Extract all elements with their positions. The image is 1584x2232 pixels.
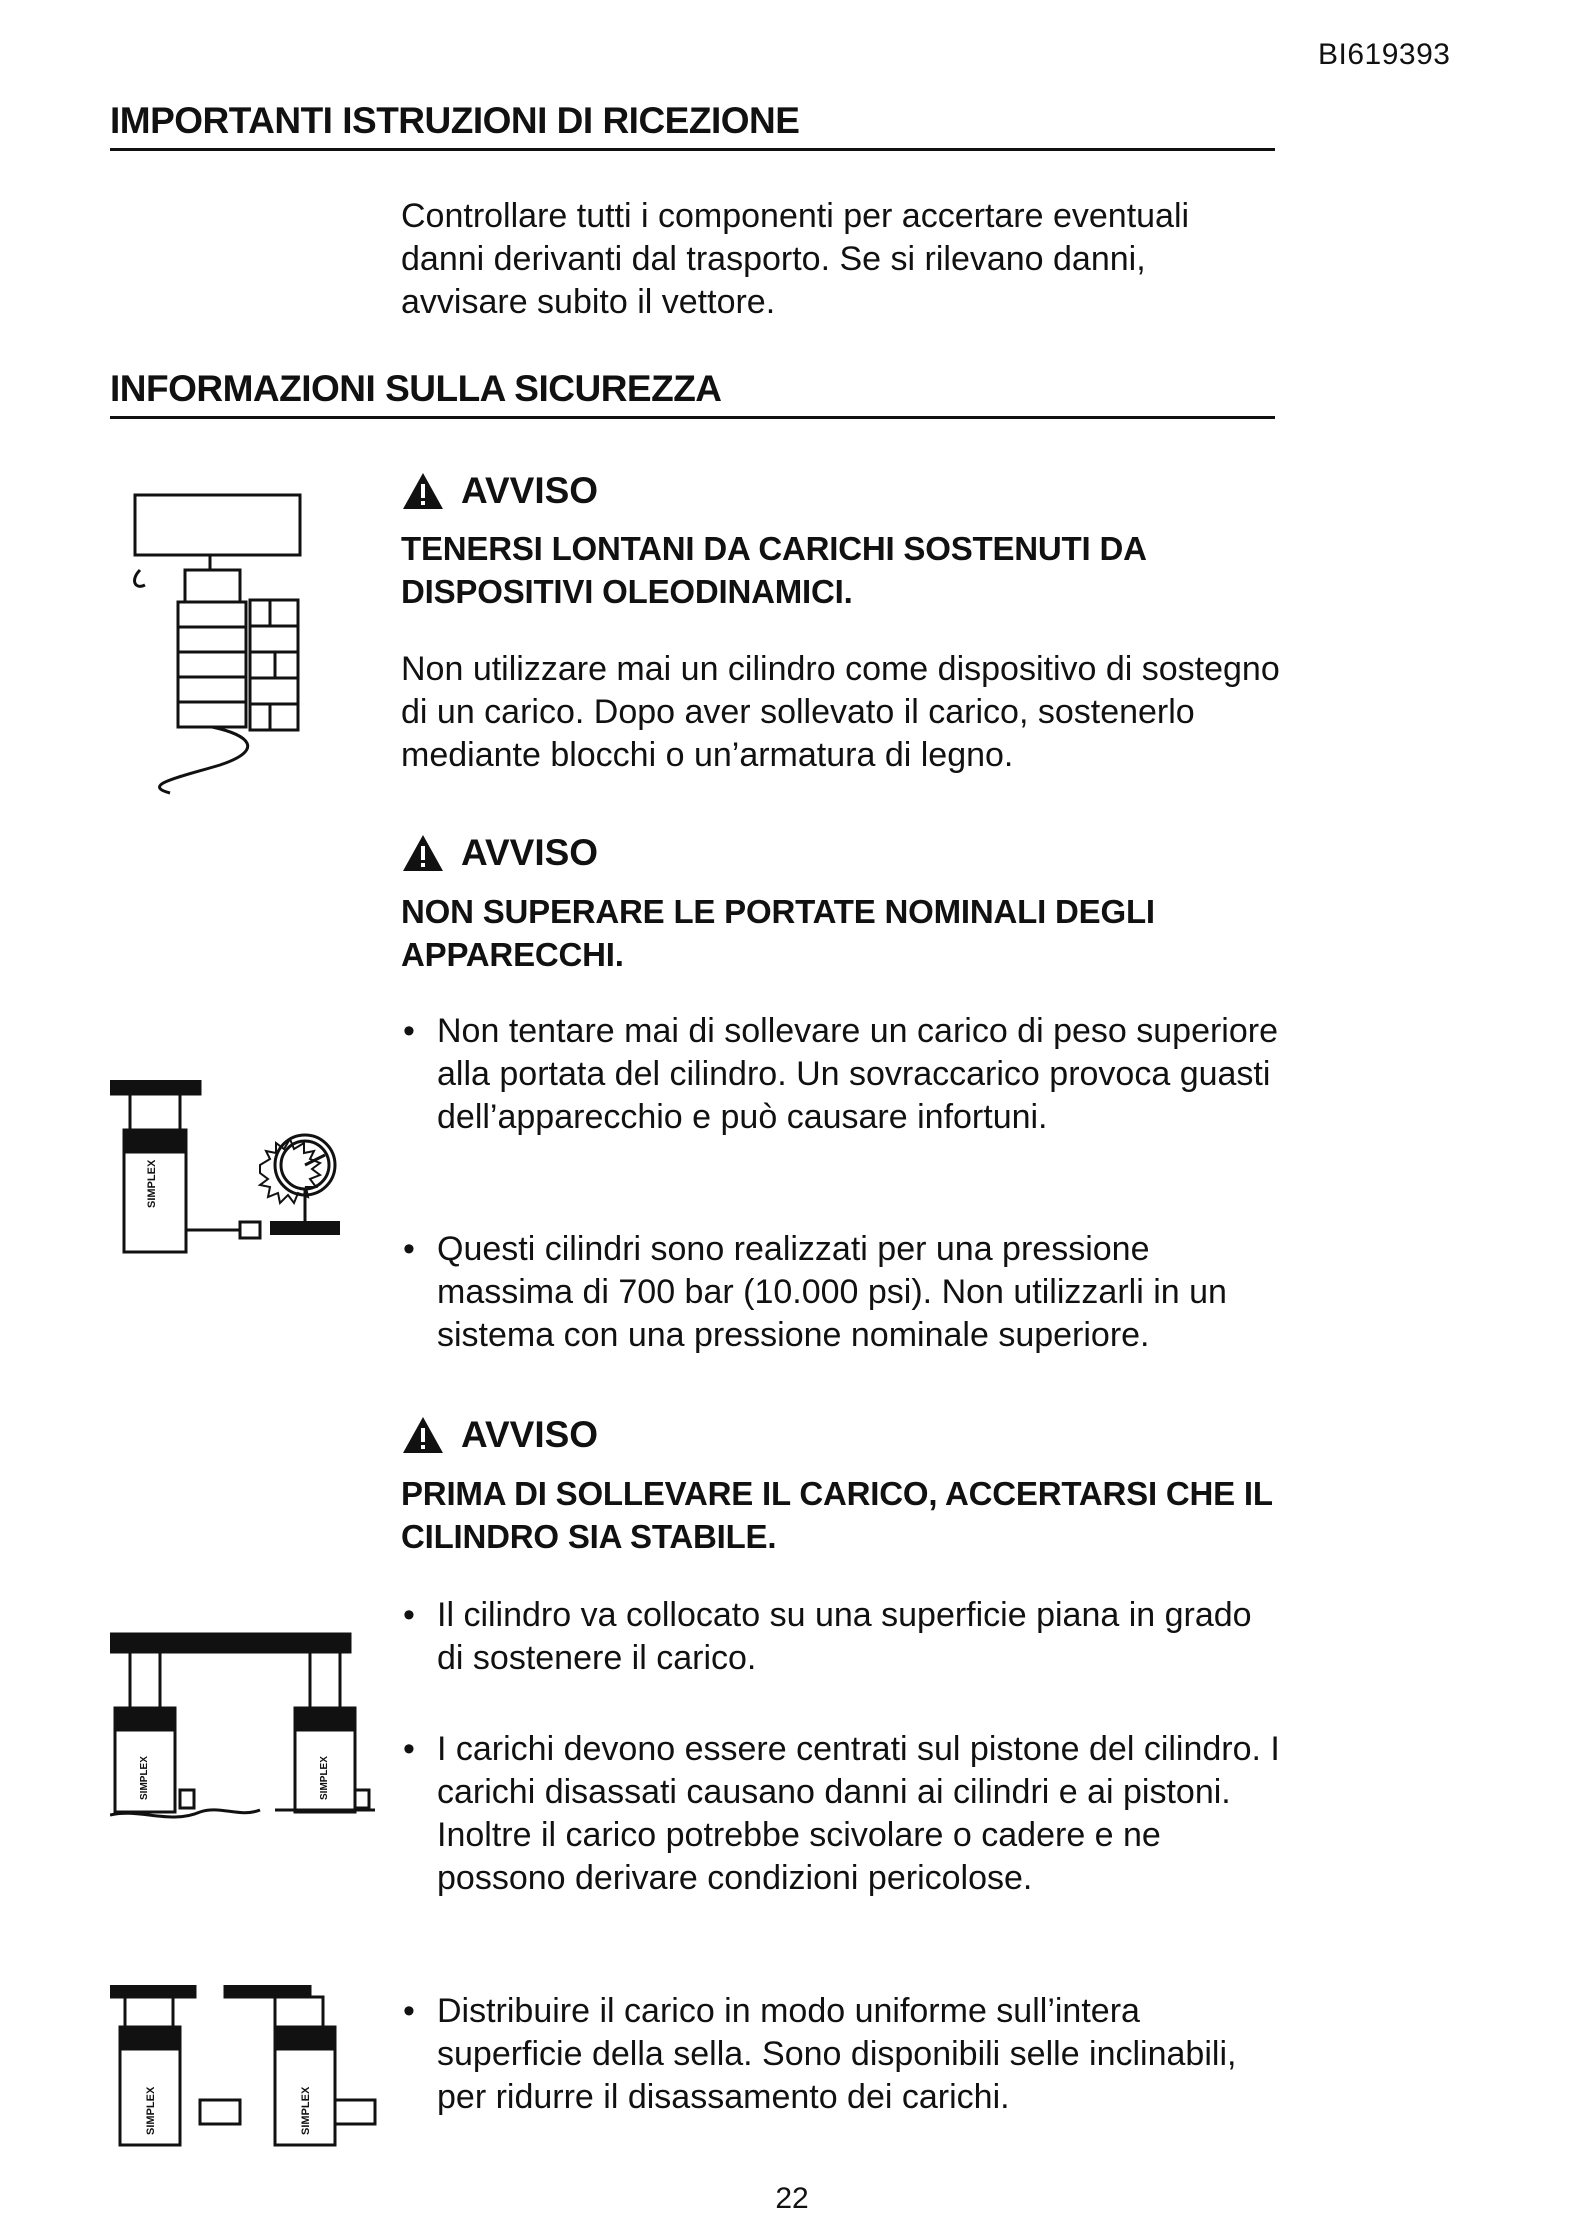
cylinder-overload-gauge-illustration	[110, 1080, 370, 1255]
cylinder-load-blocks-illustration	[120, 485, 320, 800]
receiving-instructions-heading: IMPORTANTI ISTRUZIONI DI RICEZIONE	[110, 100, 1275, 151]
cylinder-brand-label: SIMPLEX	[319, 1756, 330, 1800]
warning-3-subtitle: PRIMA DI SOLLEVARE IL CARICO, ACCERTARSI CHE IL CILINDRO SIA STABILE.	[401, 1475, 1273, 1555]
receiving-instructions-text: Controllare tutti i componenti per accertare eventuali danni derivanti dal trasporto. Se si rilevano danni, avvisare subito il vettore.	[401, 197, 1190, 321]
bullet-dot: •	[403, 1012, 415, 1050]
warning-3-bullet-3-text: Distribuire il carico in modo uniforme sull’intera superficie della sella. Sono disponibili selle inclinabili, per ridurre il disassamento dei carichi.	[437, 1992, 1237, 2116]
warning-2-title-text: AVVISO	[461, 832, 599, 873]
safety-information-heading: INFORMAZIONI SULLA SICUREZZA	[110, 368, 1275, 419]
cylinder-brand-label: SIMPLEX	[145, 2086, 157, 2135]
cylinder-brand-label: SIMPLEX	[300, 2086, 312, 2135]
warning-3-bullet-3	[401, 1990, 1281, 2119]
cylinder-brand-label: SIMPLEX	[139, 1756, 150, 1800]
warning-3-bullet-2	[401, 1728, 1281, 1900]
warning-2-title	[401, 832, 598, 874]
warning-3-title-text: AVVISO	[461, 1414, 599, 1455]
warning-2-bullet-1	[401, 1010, 1281, 1139]
document-id: BI619393	[1318, 38, 1451, 71]
cylinders-load-distribution-illustration	[110, 1985, 390, 2150]
warning-3-bullet-2-text: I carichi devono essere centrati sul pistone del cilindro. I carichi disassati causano danni ai cilindri e ai pistoni. Inoltre il carico potrebbe scivolare o cadere e ne possono derivare condizioni pericolose.	[437, 1730, 1280, 1897]
warning-3-title	[401, 1414, 598, 1456]
warning-3-bullet-1-text: Il cilindro va collocato su una superficie piana in grado di sostenere il carico.	[437, 1596, 1252, 1677]
bullet-dot: •	[403, 1992, 415, 2030]
warning-2-subtitle: NON SUPERARE LE PORTATE NOMINALI DEGLI APPARECCHI.	[401, 893, 1155, 973]
warning-2-bullet-2-text: Questi cilindri sono realizzati per una pressione massima di 700 bar (10.000 psi). Non utilizzarli in un sistema con una pressione nominale superiore.	[437, 1230, 1227, 1354]
bullet-dot: •	[403, 1730, 415, 1768]
warning-1-text: Non utilizzare mai un cilindro come dispositivo di sostegno di un carico. Dopo aver sollevato il carico, sostenerlo mediante blocchi o un’armatura di legno.	[401, 650, 1280, 774]
page-number: 22	[775, 2182, 809, 2215]
warning-1-title	[401, 470, 598, 512]
warning-1-subtitle: TENERSI LONTANI DA CARICHI SOSTENUTI DA DISPOSITIVI OLEODINAMICI.	[401, 530, 1146, 610]
bullet-dot: •	[403, 1596, 415, 1634]
bullet-dot: •	[403, 1230, 415, 1268]
warning-triangle-icon	[401, 833, 445, 873]
warning-3-bullet-1	[401, 1594, 1281, 1680]
warning-1-title-text: AVVISO	[461, 470, 599, 511]
warning-2-bullet-2	[401, 1228, 1281, 1357]
cylinders-stability-illustration	[110, 1630, 385, 1820]
warning-triangle-icon	[401, 471, 445, 511]
warning-triangle-icon	[401, 1415, 445, 1455]
warning-2-bullet-1-text: Non tentare mai di sollevare un carico di peso superiore alla portata del cilindro. Un sovraccarico provoca guasti dell’apparecchio e può causare infortuni.	[437, 1012, 1279, 1136]
cylinder-brand-label: SIMPLEX	[146, 1159, 158, 1208]
